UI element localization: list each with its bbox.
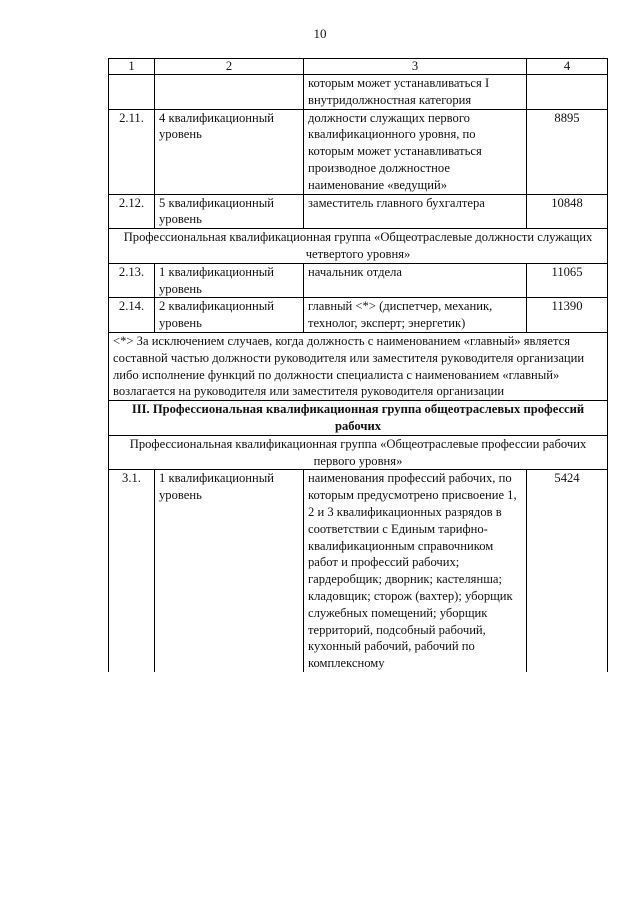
footnote: <*> За исключением случаев, когда должность с наименованием «главный» является составной частью должности руководителя или заместителя руководителя организации либо исполнение функций по должности специалиста с наименованием «главный» возлагается на руководителя или заместителя руководителя организации xyxy=(109,332,608,400)
table-row xyxy=(109,194,608,229)
group-title: Профессиональная квалификационная группа «Общеотраслевые должности служащих четвертого уровня» xyxy=(109,229,608,264)
qualification-level: 5 квалификационный уровень xyxy=(155,194,304,229)
salary-value xyxy=(527,75,608,110)
salary-value: 5424 xyxy=(527,470,608,672)
footnote-row xyxy=(109,332,608,400)
position-description: наименования профессий рабочих, по которым предусмотрено присвоение 1, 2 и 3 квалификационных разрядов в соответствии с Единым тарифно-квалификационным справочником работ и профессий рабочих; гардеробщик; дворник; кастелянша; кладовщик; сторож (вахтер); уборщик служебных помещений; уборщик территорий, подсобный рабочий, кухонный рабочий, рабочий по комплексному xyxy=(304,470,527,672)
header-cell: 3 xyxy=(304,59,527,75)
group-title-row xyxy=(109,435,608,470)
table-row xyxy=(109,298,608,333)
row-number: 3.1. xyxy=(109,470,155,672)
table-row xyxy=(109,109,608,194)
salary-value: 11065 xyxy=(527,263,608,298)
salary-value: 8895 xyxy=(527,109,608,194)
table-header-row xyxy=(109,59,608,75)
header-cell: 4 xyxy=(527,59,608,75)
position-description: которым может устанавливаться I внутридолжностная категория xyxy=(304,75,527,110)
salary-value: 11390 xyxy=(527,298,608,333)
table-row xyxy=(109,470,608,672)
group-title: Профессиональная квалификационная группа «Общеотраслевые профессии рабочих первого уровня» xyxy=(109,435,608,470)
qualification-level: 1 квалификационный уровень xyxy=(155,470,304,672)
position-description: начальник отдела xyxy=(304,263,527,298)
position-description: заместитель главного бухгалтера xyxy=(304,194,527,229)
page-number: 10 xyxy=(313,26,327,41)
group-title-row xyxy=(109,229,608,264)
salary-value: 10848 xyxy=(527,194,608,229)
row-number: 2.11. xyxy=(109,109,155,194)
qualification-level: 1 квалификационный уровень xyxy=(155,263,304,298)
position-description: главный <*> (диспетчер, механик, технолог, эксперт; энергетик) xyxy=(304,298,527,333)
header-cell: 1 xyxy=(109,59,155,75)
section-title: III. Профессиональная квалификационная группа общеотраслевых профессий рабочих xyxy=(109,401,608,436)
row-number: 2.12. xyxy=(109,194,155,229)
qualification-level: 4 квалификационный уровень xyxy=(155,109,304,194)
qualification-level: 2 квалификационный уровень xyxy=(155,298,304,333)
position-description: должности служащих первого квалификационного уровня, по которым может устанавливаться производное должностное наименование «ведущий» xyxy=(304,109,527,194)
salary-table xyxy=(108,58,608,672)
table-row xyxy=(109,75,608,110)
section-title-row xyxy=(109,401,608,436)
qualification-level xyxy=(155,75,304,110)
row-number: 2.14. xyxy=(109,298,155,333)
table-row xyxy=(109,263,608,298)
row-number xyxy=(109,75,155,110)
row-number: 2.13. xyxy=(109,263,155,298)
header-cell: 2 xyxy=(155,59,304,75)
